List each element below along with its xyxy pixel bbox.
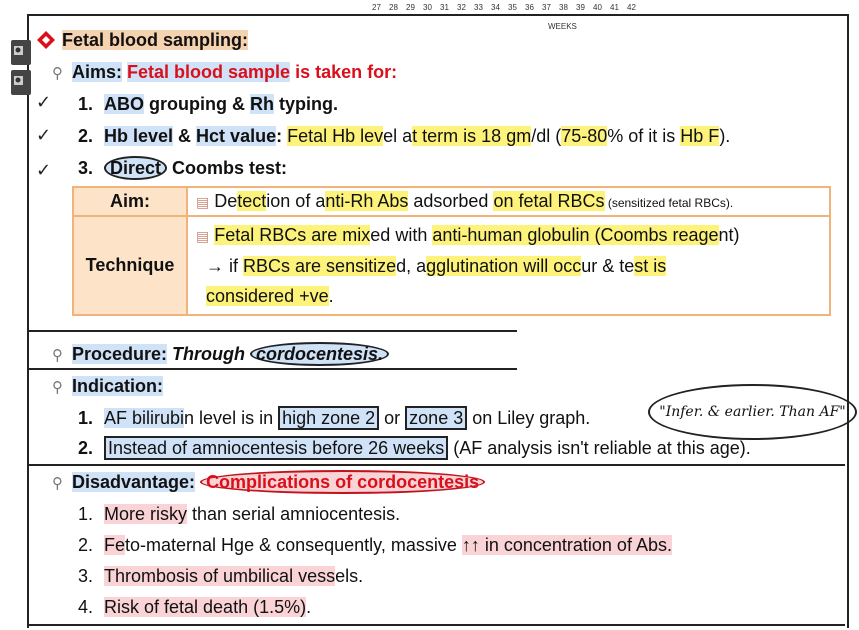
disadvantage-text: 4. [78,597,94,617]
indication-label: Indication: [72,376,163,396]
pin-icon: ⚲ [52,347,63,364]
aim-item-1: 1. ABO grouping & Rh typing. [78,94,338,114]
aim-header: Aim: [73,187,187,216]
axis-tick-label: 28 [389,3,398,12]
disadvantage-text: More risky [104,504,188,524]
disadvantage-text: 1. [78,504,94,524]
disadvantage-text: ↑↑ in concentration of Abs. [461,535,672,555]
axis-tick-label: 37 [542,3,551,12]
clipboard-icon: ▤ [196,228,210,244]
divider [27,464,845,466]
disadvantage-text: 2. [78,535,94,555]
axis-tick-label: 34 [491,3,500,12]
aims-line: Aims: Fetal blood sample is taken for: [72,62,398,82]
disadvantage-text: than serial amniocentesis. [187,504,401,524]
axis-tick-label: 27 [372,3,381,12]
indication-item-2: 2. Instead of amniocentesis before 26 weeks (AF analysis isn't reliable at this age). [78,438,751,458]
handwritten-check-icon: ✓ [36,160,52,180]
disadvantage-item [78,566,363,587]
handwritten-check-icon: ✓ [36,125,52,145]
axis-tick-label: 42 [627,3,636,12]
disadvantage-text: Thrombosis of umbilical vess [104,566,336,586]
disadvantage-text: to-maternal Hge & consequently, massive [125,535,462,555]
section-title: Fetal blood sampling: [62,30,249,50]
divider [27,624,845,626]
pin-icon: ⚲ [52,65,63,82]
axis-tick-label: 38 [559,3,568,12]
disadvantage-text: els. [335,566,364,586]
pin-icon: ⚲ [52,475,63,492]
axis-tick-label: 35 [508,3,517,12]
handwritten-note: "Infer. & earlier. Than AF" [648,384,857,440]
indication-item-1: 1. AF bilirubin level is in high zone 2 or zone 3 on Liley graph. [78,408,591,428]
diamond-bullet-icon [36,30,56,50]
disadvantage-item [78,504,400,525]
procedure-line: Procedure: Through cordocentesis. [72,344,389,365]
axis-tick-label: 33 [474,3,483,12]
disadvantage-text: . [306,597,312,617]
handwritten-check-icon: ✓ [36,92,52,112]
axis-tick-label: 30 [423,3,432,12]
axis-tick-label: 29 [406,3,415,12]
table-row [73,216,830,315]
weeks-axis [368,3,640,12]
axis-tick-label: 32 [457,3,466,12]
aim-item-3: 3. Direct Coombs test: [78,158,288,178]
technique-cell: ▤ Fetal RBCs are mixed with anti-human globulin (Coombs reagent) → if RBCs are sensitized, agglutination will occur & test is considered +ve. [187,216,830,315]
disadvantage-line: Disadvantage: Complications of cordocentesis [72,472,485,493]
pin-icon: ⚲ [52,379,63,396]
axis-tick-label: 36 [525,3,534,12]
aim-cell: ▤ Detection of anti-Rh Abs adsorbed on fetal RBCs (sensitized fetal RBCs). [187,187,830,216]
disadvantage-text: 3. [78,566,94,586]
technique-header: Technique [73,216,187,315]
disadvantage-text: Fe [104,535,126,555]
axis-tick-label: 39 [576,3,585,12]
divider [27,368,517,370]
notebook-icon [8,38,34,98]
axis-tick-label: 31 [440,3,449,12]
clipboard-icon: ▤ [196,194,210,210]
coombs-table [72,186,831,316]
disadvantage-item [78,597,311,618]
disadvantage-text: Risk of fetal death (1.5%) [104,597,307,617]
axis-tick-label: 41 [610,3,619,12]
table-row [73,187,830,216]
divider [27,330,517,332]
axis-tick-label: 40 [593,3,602,12]
aim-item-2: 2. Hb level & Hct value: Fetal Hb level at term is 18 gm/dl (75-80% of it is Hb F). [78,126,731,146]
disadvantage-item [78,535,672,556]
weeks-label: WEEKS [548,22,577,31]
